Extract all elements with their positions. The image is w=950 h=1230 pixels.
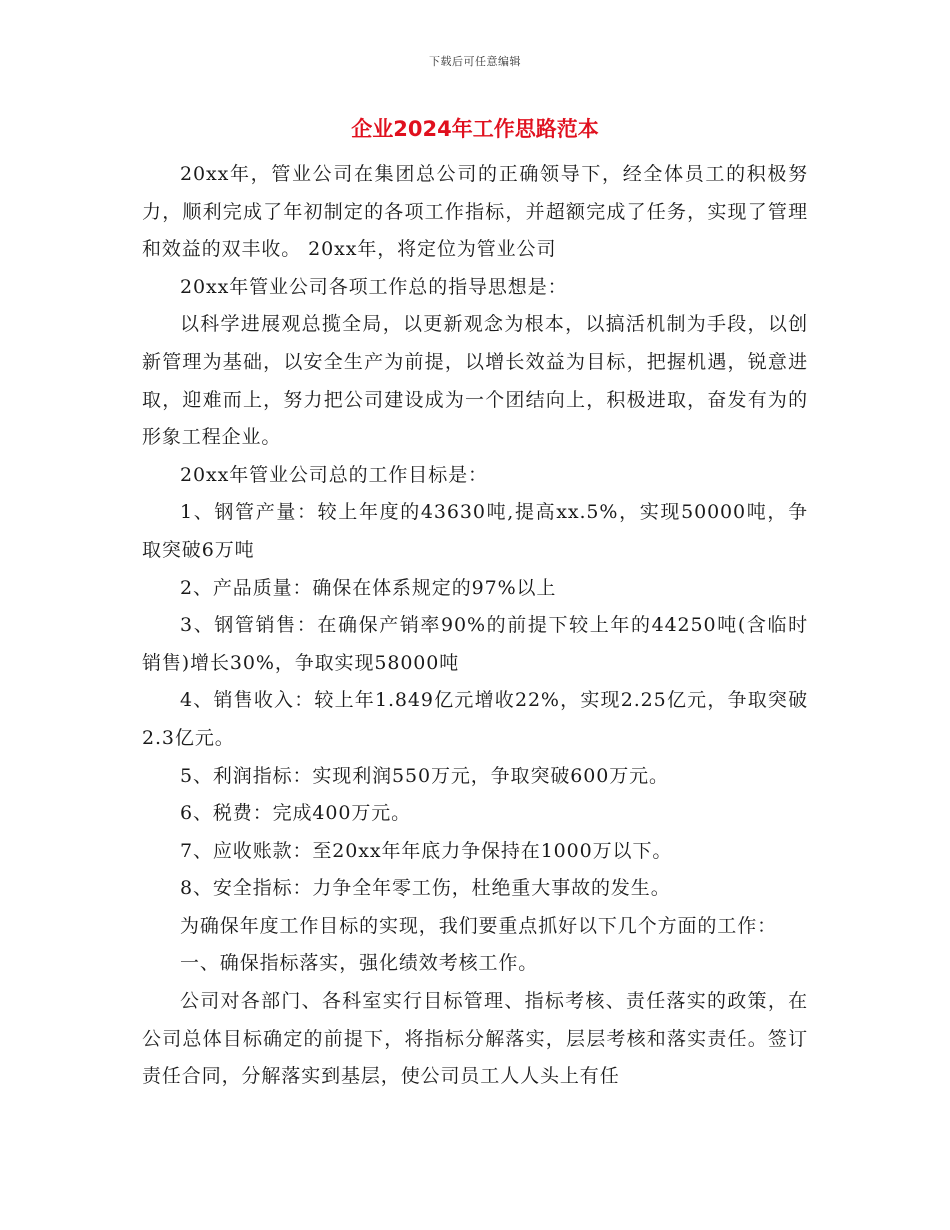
paragraph-goal-5: 5、利润指标：实现利润550万元，争取突破600万元。 xyxy=(180,764,669,787)
paragraph-focus-intro: 为确保年度工作目标的实现，我们要重点抓好以下几个方面的工作： xyxy=(180,914,778,937)
paragraph-goal-3: 3、钢管销售：在确保产销率90%的前提下较上年的44250吨(含临时销售)增长30%，争取实现58000吨 xyxy=(142,614,808,674)
page-header-note: 下载后可任意编辑 xyxy=(429,55,521,68)
paragraph-section-1-body: 公司对各部门、各科室实行目标管理、指标考核、责任落实的政策，在公司总体目标确定的前提下，将指标分解落实，层层考核和落实责任。签订责任合同，分解落实到基层，使公司员工人人头上有任 xyxy=(142,990,808,1088)
paragraph-goal-6: 6、税费：完成400万元。 xyxy=(180,802,412,825)
paragraph-intro: 20xx年，管业公司在集团总公司的正确领导下，经全体员工的积极努力，顺利完成了年初制定的各项工作指标，并超额完成了任务，实现了管理和效益的双丰收。 20xx年，将定位为管业公司 xyxy=(142,163,808,261)
document-body xyxy=(142,156,808,1096)
paragraph-guiding-heading: 20xx年管业公司各项工作总的指导思想是： xyxy=(180,275,568,298)
paragraph-goal-1: 1、钢管产量：较上年度的43630吨,提高xx.5%，实现50000吨，争取突破6万吨 xyxy=(142,501,808,561)
paragraph-goals-heading: 20xx年管业公司总的工作目标是： xyxy=(180,463,488,486)
paragraph-goal-2: 2、产品质量：确保在体系规定的97%以上 xyxy=(180,576,557,599)
paragraph-guiding-thought: 以科学进展观总揽全局，以更新观念为根本，以搞活机制为手段，以创新管理为基础，以安全生产为前提，以增长效益为目标，把握机遇，锐意进取，迎难而上，努力把公司建设成为一个团结向上，积极进取，奋发有为的形象工程企业。 xyxy=(142,313,808,449)
paragraph-goal-4: 4、销售收入：较上年1.849亿元增收22%，实现2.25亿元，争取突破2.3亿元。 xyxy=(142,689,808,749)
paragraph-goal-7: 7、应收账款：至20xx年年底力争保持在1000万以下。 xyxy=(180,839,673,862)
section-heading-1: 一、确保指标落实，强化绩效考核工作。 xyxy=(180,952,539,975)
document-title: 企业2024年工作思路范本 xyxy=(351,117,599,141)
paragraph-goal-8: 8、安全指标：力争全年零工伤，杜绝重大事故的发生。 xyxy=(180,877,671,900)
